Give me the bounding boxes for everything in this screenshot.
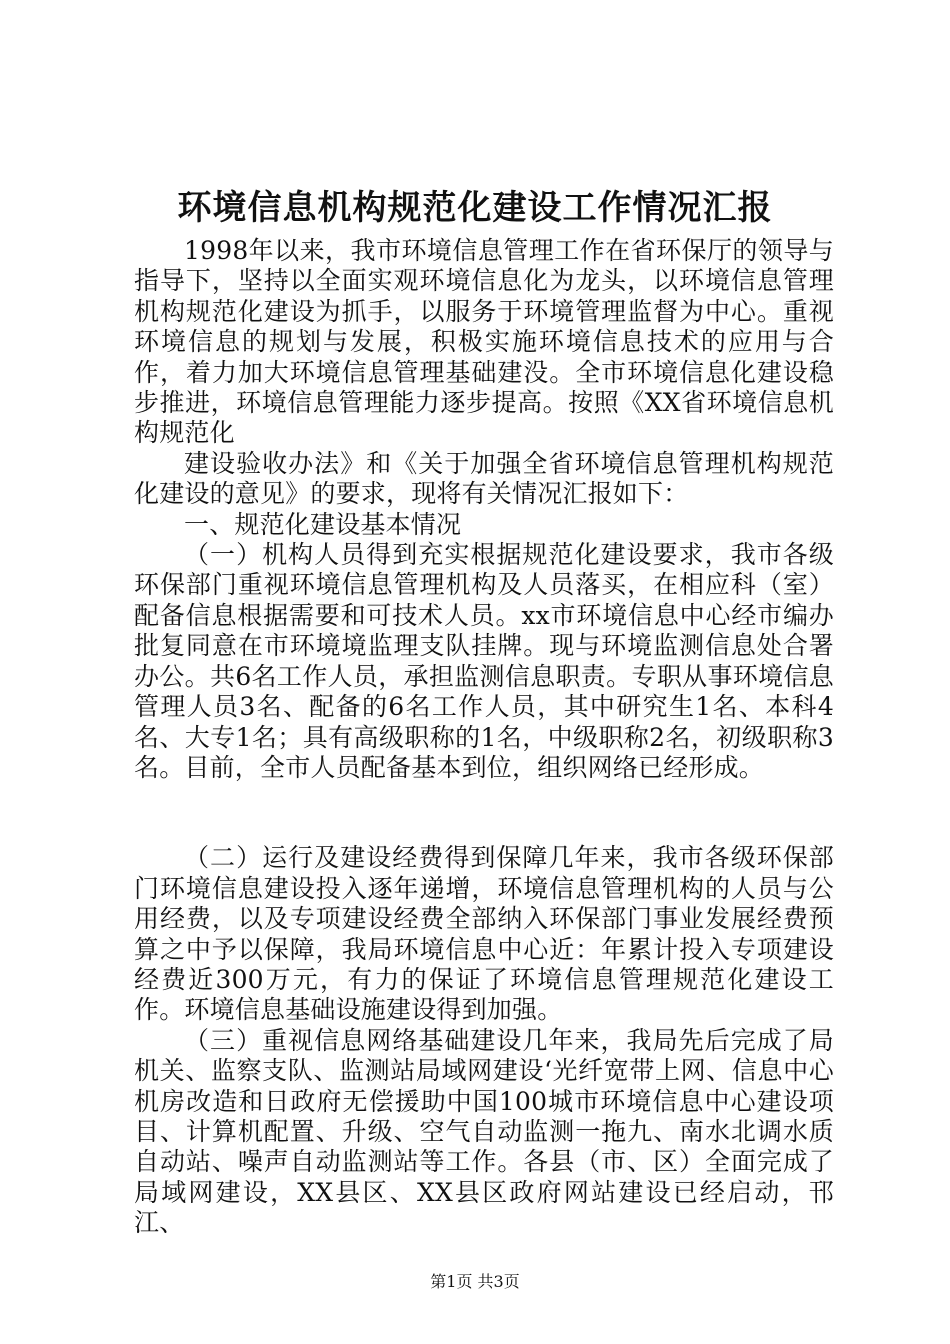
paragraph-intro-continued: 建设验收办法》和《关于加强全省环境信息管理机构规范化建设的意见》的要求，现将有关情况汇报如下： [134,448,834,509]
paragraph-spacer [134,783,834,843]
section-heading: 一、规范化建设基本情况 [184,509,462,539]
document-title: 环境信息机构规范化建设工作情况汇报 [177,188,773,228]
paragraph-staffing: （一）机构人员得到充实根据规范化建设要求，我市各级环保部门重视环境信息管理机构及人员落买，在相应科（室）配备信息根据需要和可技术人员。xx市环境信息中心经市编办批复同意在市环境境监理支队挂牌。现与环境监测信息处合署办公。共6名工作人员，承担监测信息职责。专职从事环境信息管理人员3名、配备的6名工作人员，其中研究生1名、本科4名、大专1名；具有高级职称的1名，中级职称2名，初级职称3名。目前，全市人员配备基本到位，组织网络已经形成。 [134,540,834,782]
paragraph-network: （三）重视信息网络基础建设几年来，我局先后完成了局机关、监察支队、监测站局域网建设‘光纤宽带上网、信息中心机房改造和日政府无偿援助中国100城市环境信息中心建设项目、计算机配置、升级、空气自动监测一拖九、南水北调水质自动站、噪声自动监测站等工作。各县（市、区）全面完成了局域网建设，XX县区、XX县区政府网站建设已经启动，邗江、 [134,1025,834,1238]
paragraph-funding: （二）运行及建设经费得到保障几年来，我市各级环保部门环境信息建设投入逐年递增，环境信息管理机构的人员与公用经费，以及专项建设经费全部纳入环保部门事业发展经费预算之中予以保障，我局环境信息中心近：年累计投入专项建设经费近300万元，有力的保证了环境信息管理规范化建设工作。环境信息基础设施建设得到加强。 [134,843,834,1025]
document-body [134,236,834,1239]
paragraph-intro: 1998年以来，我市环境信息管理工作在省环保厅的领导与指导下，坚持以全面实观环境信息化为龙头，以环境信息管理机构规范化建设为抓手，以服务于环境管理监督为中心。重视环境信息的规划与发展，积极实施环境信息技术的应用与合作，着力加大环境信息管理基础建没。全市环境信息化建设稳步推进，环境信息管理能力逐步提高。按照《XX省环境信息机构规范化 [134,236,834,448]
page-number-footer: 第1页 共3页 [430,1272,520,1291]
